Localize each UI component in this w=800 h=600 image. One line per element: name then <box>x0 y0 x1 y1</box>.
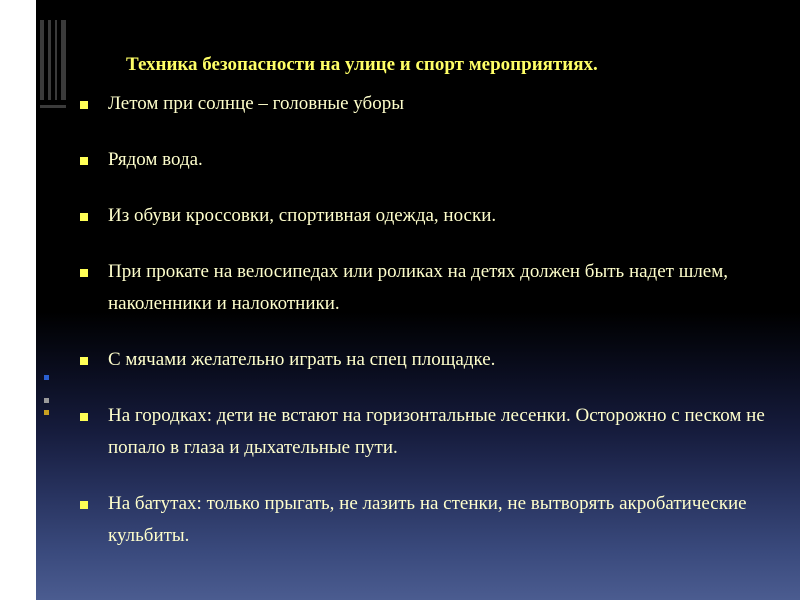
bullet-text: С мячами желательно играть на спец площадке. <box>108 349 496 370</box>
bullet-text: На городках: дети не встают на горизонтальные лесенки. Осторожно с песком не попало в глаза и дыхательные пути. <box>108 405 765 458</box>
bullet-item <box>80 488 800 552</box>
bullet-text: На батутах: только прыгать, не лазить на стенки, не вытворять акробатические кульбиты. <box>108 493 747 546</box>
decorative-pattern <box>36 0 72 600</box>
bullet-text: Рядом вода. <box>108 149 203 170</box>
bullet-square-icon <box>80 101 88 109</box>
bullet-square-icon <box>80 269 88 277</box>
left-margin <box>0 0 36 600</box>
bullet-square-icon <box>80 157 88 165</box>
bullet-item <box>80 200 800 232</box>
bullet-item <box>80 144 800 176</box>
bullet-square-icon <box>80 501 88 509</box>
bullet-text: Из обуви кроссовки, спортивная одежда, носки. <box>108 205 497 226</box>
bullet-list <box>80 88 800 576</box>
bullet-square-icon <box>80 357 88 365</box>
bullet-text: При прокате на велосипедах или роликах на детях должен быть надет шлем, наколенники и налокотники. <box>108 261 729 314</box>
slide-title: Техника безопасности на улице и спорт мероприятиях. <box>126 54 598 75</box>
bullet-item <box>80 400 800 464</box>
bullet-item <box>80 256 800 320</box>
accent-square-gold <box>44 410 49 415</box>
bullet-item <box>80 88 800 120</box>
bullet-text: Летом при солнце – головные уборы <box>108 93 404 114</box>
bullet-square-icon <box>80 413 88 421</box>
slide <box>36 0 800 600</box>
accent-square-blue <box>44 375 49 380</box>
bullet-square-icon <box>80 213 88 221</box>
accent-square-gray <box>44 398 49 403</box>
bullet-item <box>80 344 800 376</box>
